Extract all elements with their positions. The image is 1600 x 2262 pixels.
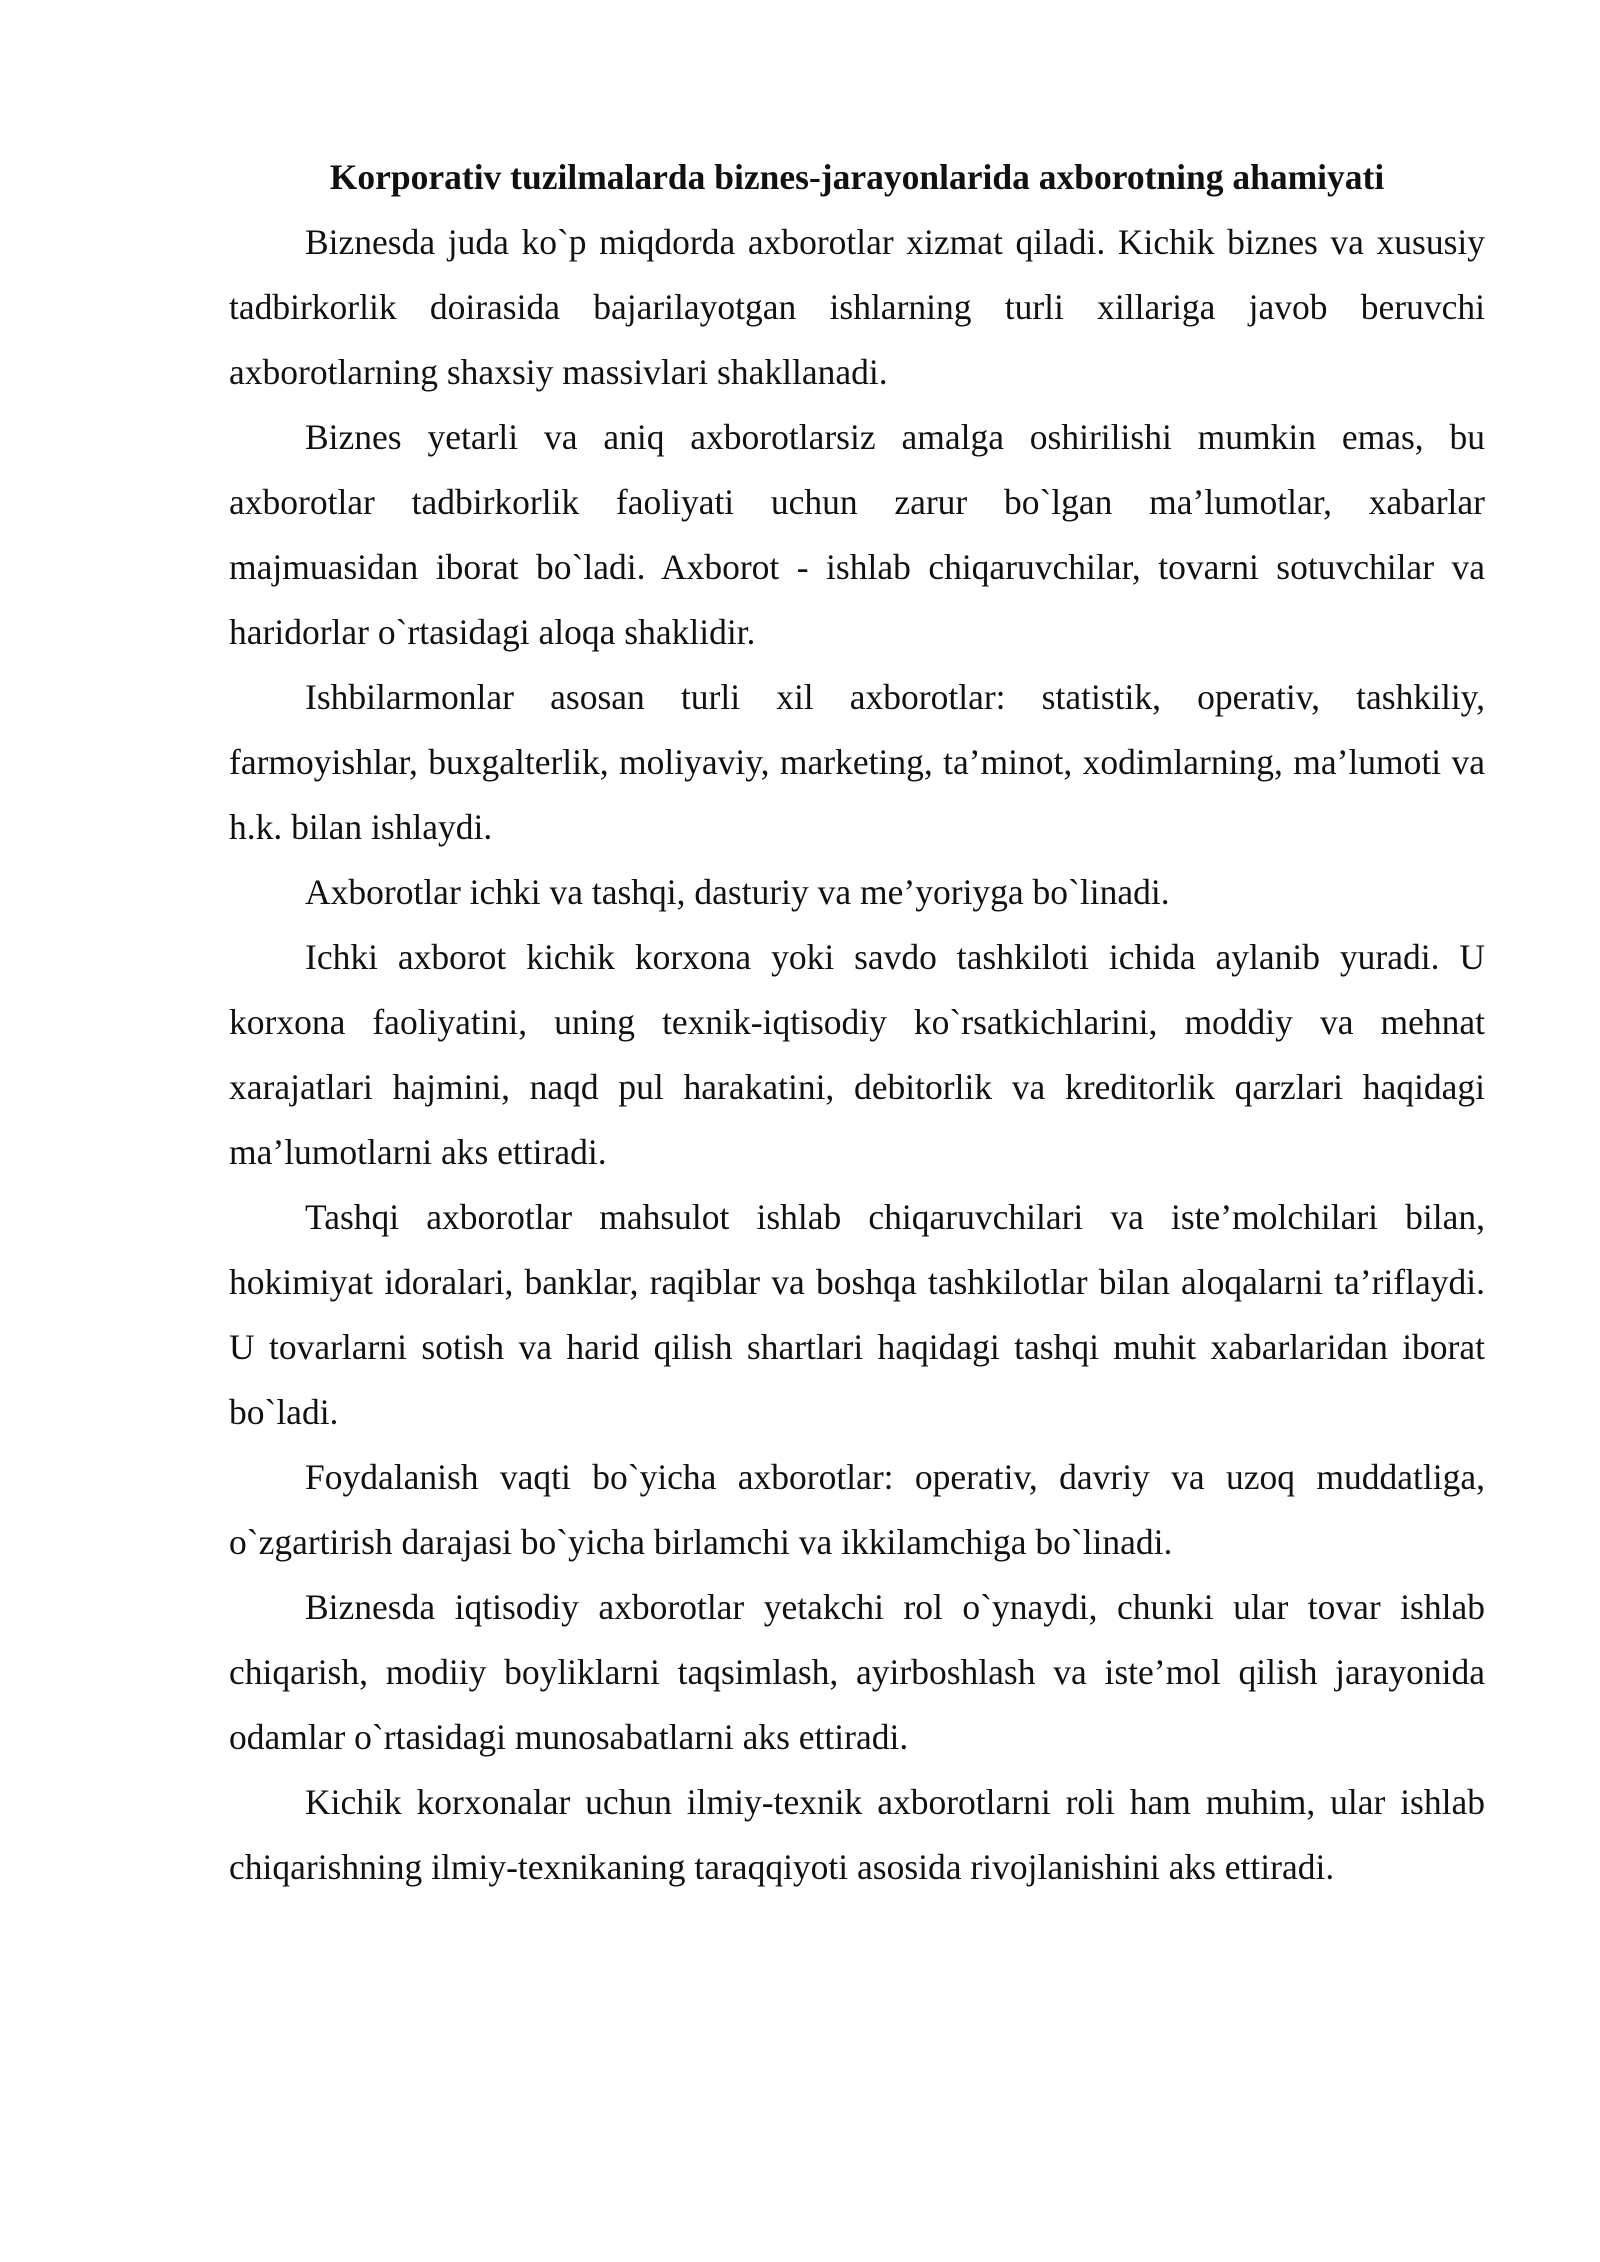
paragraph-9: Kichik korxonalar uchun ilmiy-texnik axborotlarni roli ham muhim, ular ishlab chiqarishning ilmiy-texnikaning taraqqiyoti asosida rivojlanishini aks ettiradi.	[229, 1782, 1485, 1887]
document-page	[229, 145, 1485, 1900]
paragraph-2: Biznes yetarli va aniq axborotlarsiz amalga oshirilishi mumkin emas, bu axborotlar tadbirkorlik faoliyati uchun zarur bo`lgan ma’lumotlar, xabarlar majmuasidan iborat bo`ladi. Axborot - ishlab chiqaruvchilar, tovarni sotuvchilar va haridorlar o`rtasidagi aloqa shaklidir.	[229, 417, 1485, 652]
document-title: Korporativ tuzilmalarda biznes-jarayonlarida axborotning ahamiyati	[329, 157, 1385, 197]
paragraph-3: Ishbilarmonlar asosan turli xil axborotlar: statistik, operativ, tashkiliy, farmoyishlar, buxgalterlik, moliyaviy, marketing, ta’minot, xodimlarning, ma’lumoti va h.k. bilan ishlaydi.	[229, 677, 1485, 847]
paragraph-5: Ichki axborot kichik korxona yoki savdo tashkiloti ichida aylanib yuradi. U korxona faoliyatini, uning texnik-iqtisodiy ko`rsatkichlarini, moddiy va mehnat xarajatlari hajmini, naqd pul harakatini, debitorlik va kreditorlik qarzlari haqidagi ma’lumotlarni aks ettiradi.	[229, 937, 1485, 1172]
paragraph-1: Biznesda juda ko`p miqdorda axborotlar xizmat qiladi. Kichik biznes va xususiy tadbirkorlik doirasida bajarilayotgan ishlarning turli xillariga javob beruvchi axborotlarning shaxsiy massivlari shakllanadi.	[229, 222, 1485, 392]
paragraph-4: Axborotlar ichki va tashqi, dasturiy va me’yoriyga bo`linadi.	[305, 872, 1170, 912]
paragraph-6: Tashqi axborotlar mahsulot ishlab chiqaruvchilari va iste’molchilari bilan, hokimiyat idoralari, banklar, raqiblar va boshqa tashkilotlar bilan aloqalarni ta’riflaydi. U tovarlarni sotish va harid qilish shartlari haqidagi tashqi muhit xabarlaridan iborat bo`ladi.	[229, 1197, 1485, 1432]
paragraph-7: Foydalanish vaqti bo`yicha axborotlar: operativ, davriy va uzoq muddatliga, o`zgartirish darajasi bo`yicha birlamchi va ikkilamchiga bo`linadi.	[229, 1457, 1485, 1562]
paragraph-8: Biznesda iqtisodiy axborotlar yetakchi rol o`ynaydi, chunki ular tovar ishlab chiqarish, modiiy boyliklarni taqsimlash, ayirboshlash va iste’mol qilish jarayonida odamlar o`rtasidagi munosabatlarni aks ettiradi.	[229, 1587, 1485, 1757]
